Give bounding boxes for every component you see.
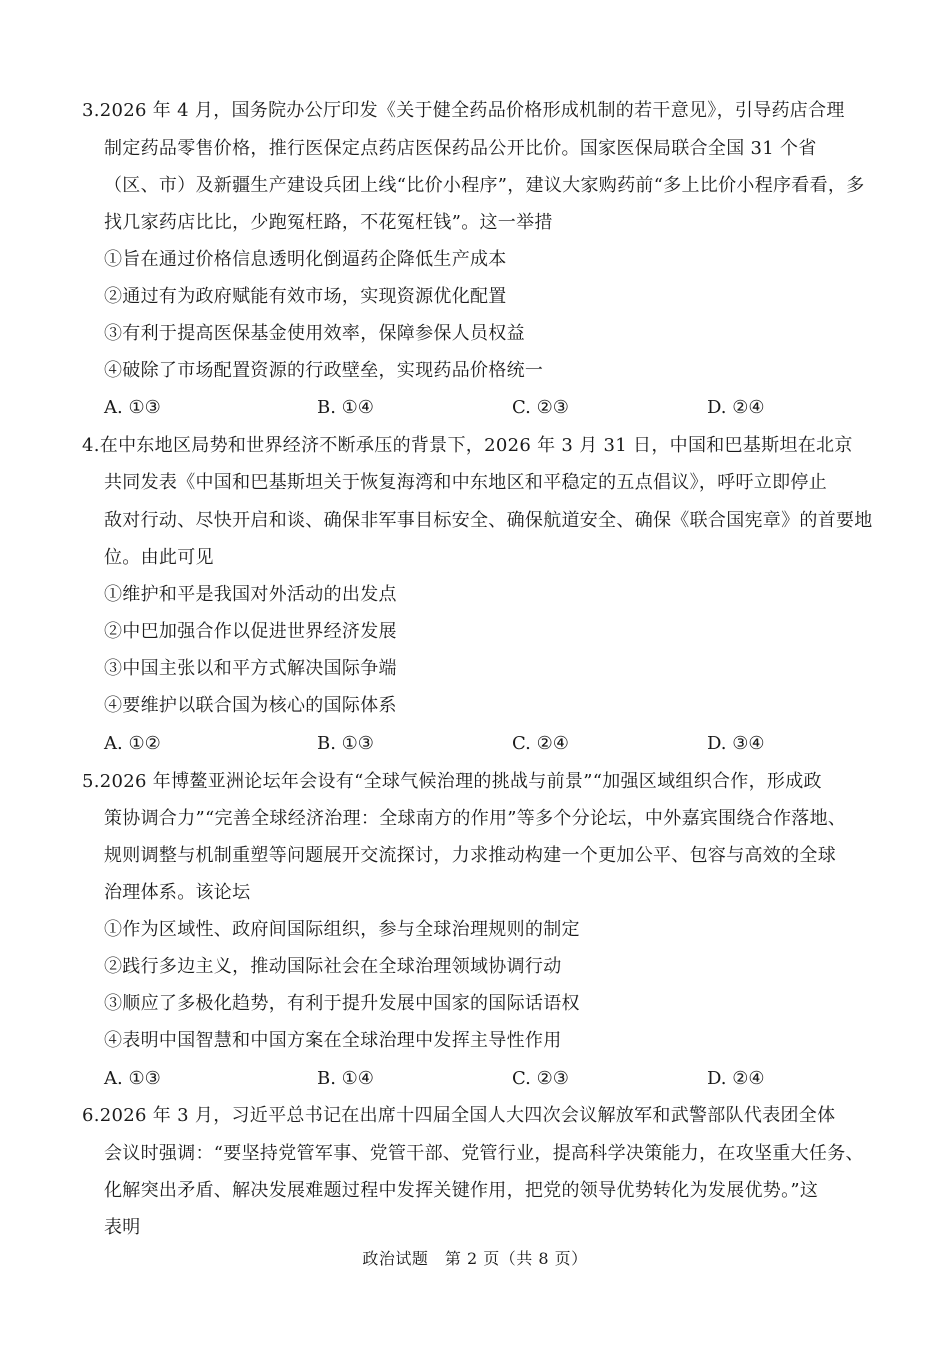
question-5-statement-1: ①作为区域性、政府间国际组织，参与全球治理规则的制定 xyxy=(104,919,580,940)
question-3-stem-line: 制定药品零售价格，推行医保定点药店医保药品公开比价。国家医保局联合全国 31 个省 xyxy=(104,138,817,159)
question-5-statement-4: ④表明中国智慧和中国方案在全球治理中发挥主导性作用 xyxy=(104,1030,562,1051)
question-4-stem-line: 敌对行动、尽快开启和谈、确保非军事目标安全、确保航道安全、确保《联合国宪章》的首要地 xyxy=(104,510,873,531)
choice-c: C. ②④ xyxy=(512,733,569,754)
question-3-statement-4: ④破除了市场配置资源的行政壁垒，实现药品价格统一 xyxy=(104,360,544,381)
choice-a: A. ①③ xyxy=(104,1068,161,1089)
question-4-stem-line: 共同发表《中国和巴基斯坦关于恢复海湾和中东地区和平稳定的五点倡议》，呼吁立即停止 xyxy=(104,472,827,493)
question-5-stem-line: 规则调整与机制重塑等问题展开交流探讨，力求推动构建一个更加公平、包容与高效的全球 xyxy=(104,845,836,866)
question-4-statement-3: ③中国主张以和平方式解决国际争端 xyxy=(104,658,397,679)
question-3-statement-3: ③有利于提高医保基金使用效率，保障参保人员权益 xyxy=(104,323,525,344)
question-3-statement-2: ②通过有为政府赋能有效市场，实现资源优化配置 xyxy=(104,286,507,307)
question-5-statement-3: ③顺应了多极化趋势，有利于提升发展中国家的国际话语权 xyxy=(104,993,580,1014)
choice-a: A. ①② xyxy=(104,733,161,754)
question-4-statement-1: ①维护和平是我国对外活动的出发点 xyxy=(104,584,397,605)
choice-d: D. ③④ xyxy=(707,733,765,754)
question-6-stem-line: 表明 xyxy=(104,1217,141,1238)
question-6-stem-line: 化解突出矛盾、解决发展难题过程中发挥关键作用，把党的领导优势转化为发展优势。”这 xyxy=(104,1180,819,1201)
question-6-stem-line: 会议时强调：“要坚持党管军事、党管干部、党管行业，提高科学决策能力，在攻坚重大任务、 xyxy=(104,1143,864,1164)
question-4-stem-line: 位。由此可见 xyxy=(104,547,214,568)
choice-d: D. ②④ xyxy=(707,397,765,418)
question-3-statement-1: ①旨在通过价格信息透明化倒逼药企降低生产成本 xyxy=(104,249,507,270)
question-4-statement-4: ④要维护以联合国为核心的国际体系 xyxy=(104,695,397,716)
question-5-choices xyxy=(0,1067,950,1091)
page-footer: 政治试题 第 2 页（共 8 页） xyxy=(362,1249,588,1268)
question-5-statement-2: ②践行多边主义，推动国际社会在全球治理领域协调行动 xyxy=(104,956,562,977)
choice-c: C. ②③ xyxy=(512,397,569,418)
choice-b: B. ①③ xyxy=(317,733,374,754)
question-4-choices xyxy=(0,732,950,756)
question-3-stem-line: 3.2026 年 4 月，国务院办公厅印发《关于健全药品价格形成机制的若干意见》，引导药店合理 xyxy=(82,100,845,121)
choice-a: A. ①③ xyxy=(104,397,161,418)
question-3-stem-line: （区、市）及新疆生产建设兵团上线“比价小程序”，建议大家购药前“多上比价小程序看看，多 xyxy=(104,175,865,196)
question-5-stem-line: 策协调合力”“完善全球经济治理：全球南方的作用”等多个分论坛，中外嘉宾围绕合作落地、 xyxy=(104,808,847,829)
question-6-stem-line: 6.2026 年 3 月，习近平总书记在出席十四届全国人大四次会议解放军和武警部队代表团全体 xyxy=(82,1105,836,1126)
question-3-choices xyxy=(0,396,950,420)
choice-b: B. ①④ xyxy=(317,397,374,418)
choice-c: C. ②③ xyxy=(512,1068,569,1089)
choice-b: B. ①④ xyxy=(317,1068,374,1089)
choice-d: D. ②④ xyxy=(707,1068,765,1089)
question-4-stem-line: 4.在中东地区局势和世界经济不断承压的背景下，2026 年 3 月 31 日，中国和巴基斯坦在北京 xyxy=(82,435,853,456)
question-4-statement-2: ②中巴加强合作以促进世界经济发展 xyxy=(104,621,397,642)
question-5-stem-line: 5.2026 年博鳌亚洲论坛年会设有“全球气候治理的挑战与前景”“加强区域组织合作，形成政 xyxy=(82,771,822,792)
question-5-stem-line: 治理体系。该论坛 xyxy=(104,882,251,903)
question-3-stem-line: 找几家药店比比，少跑冤枉路，不花冤枉钱”。这一举措 xyxy=(104,212,553,233)
